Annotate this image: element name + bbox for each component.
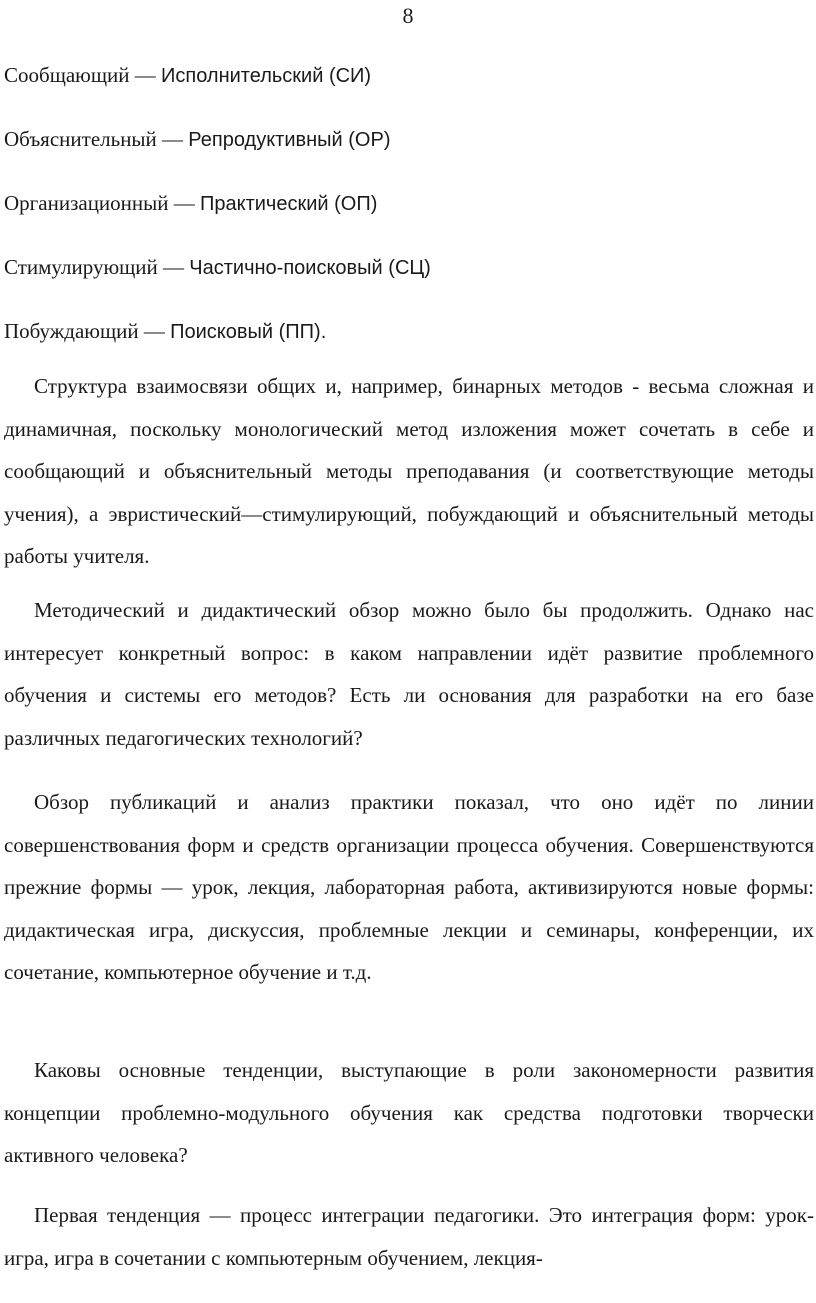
em-dash: — bbox=[157, 255, 190, 279]
em-dash: — bbox=[138, 319, 171, 343]
teaching-method: Стимулирующий bbox=[4, 255, 158, 279]
learning-method: Репродуктивный (ОР) bbox=[188, 129, 391, 151]
paragraph-methods-structure: Структура взаимосвязи общих и, например, бинарных методов - весьма сложная и динамичная, поскольку монологический метод изложения может сочетать в себе и сообщающий и объяснительный методы преподавания (и соответствующие методы учения), а эвристический—стимулирующий, побуждающий и объяснительный методы работы учителя. bbox=[4, 374, 814, 569]
em-dash: — bbox=[168, 191, 200, 215]
learning-method: Поисковый (ПП). bbox=[170, 321, 327, 343]
em-dash: — bbox=[156, 127, 189, 151]
teaching-method: Сообщающий bbox=[4, 63, 130, 87]
method-pair bbox=[4, 190, 814, 216]
paragraph-first-trend: Первая тенденция — процесс интеграции педагогики. Это интеграция форм: урок-игра, игра в сочетании с компьютерным обучением, лекция- bbox=[4, 1203, 814, 1270]
teaching-method: Объяснительный bbox=[4, 127, 157, 151]
paragraph-practice-review: Обзор публикаций и анализ практики показал, что оно идёт по линии совершенствования форм и средств организации процесса обучения. Совершенствуются прежние формы — урок, лекция, лабораторная работа, активизируются новые формы: дидактическая игра, дискуссия, проблемные лекции и семинары, конференции, их сочетание, компьютерное обучение и т.д. bbox=[4, 790, 814, 985]
learning-method: Исполнительский (СИ) bbox=[161, 65, 372, 87]
method-pair bbox=[4, 318, 814, 344]
method-pair bbox=[4, 126, 814, 152]
page-number: 8 bbox=[402, 3, 414, 28]
paragraph-overview-question: Методический и дидактический обзор можно было бы продолжить. Однако нас интересует конкретный вопрос: в каком направлении идёт развитие проблемного обучения и системы его методов? Есть ли основания для разработки на его базе различных педагогических технологий? bbox=[4, 598, 814, 750]
method-pairs-list bbox=[4, 62, 814, 382]
paragraph-main-trends: Каковы основные тенденции, выступающие в роли закономерности развития концепции проблемно-модульного обучения как средства подготовки творчески активного человека? bbox=[4, 1058, 814, 1168]
em-dash: — bbox=[129, 63, 162, 87]
teaching-method: Организационный bbox=[4, 191, 169, 215]
teaching-method: Побуждающий bbox=[4, 319, 139, 343]
learning-method: Практический (ОП) bbox=[200, 193, 378, 215]
method-pair bbox=[4, 254, 814, 280]
learning-method: Частично-поисковый (СЦ) bbox=[189, 257, 431, 279]
method-pair bbox=[4, 62, 814, 88]
